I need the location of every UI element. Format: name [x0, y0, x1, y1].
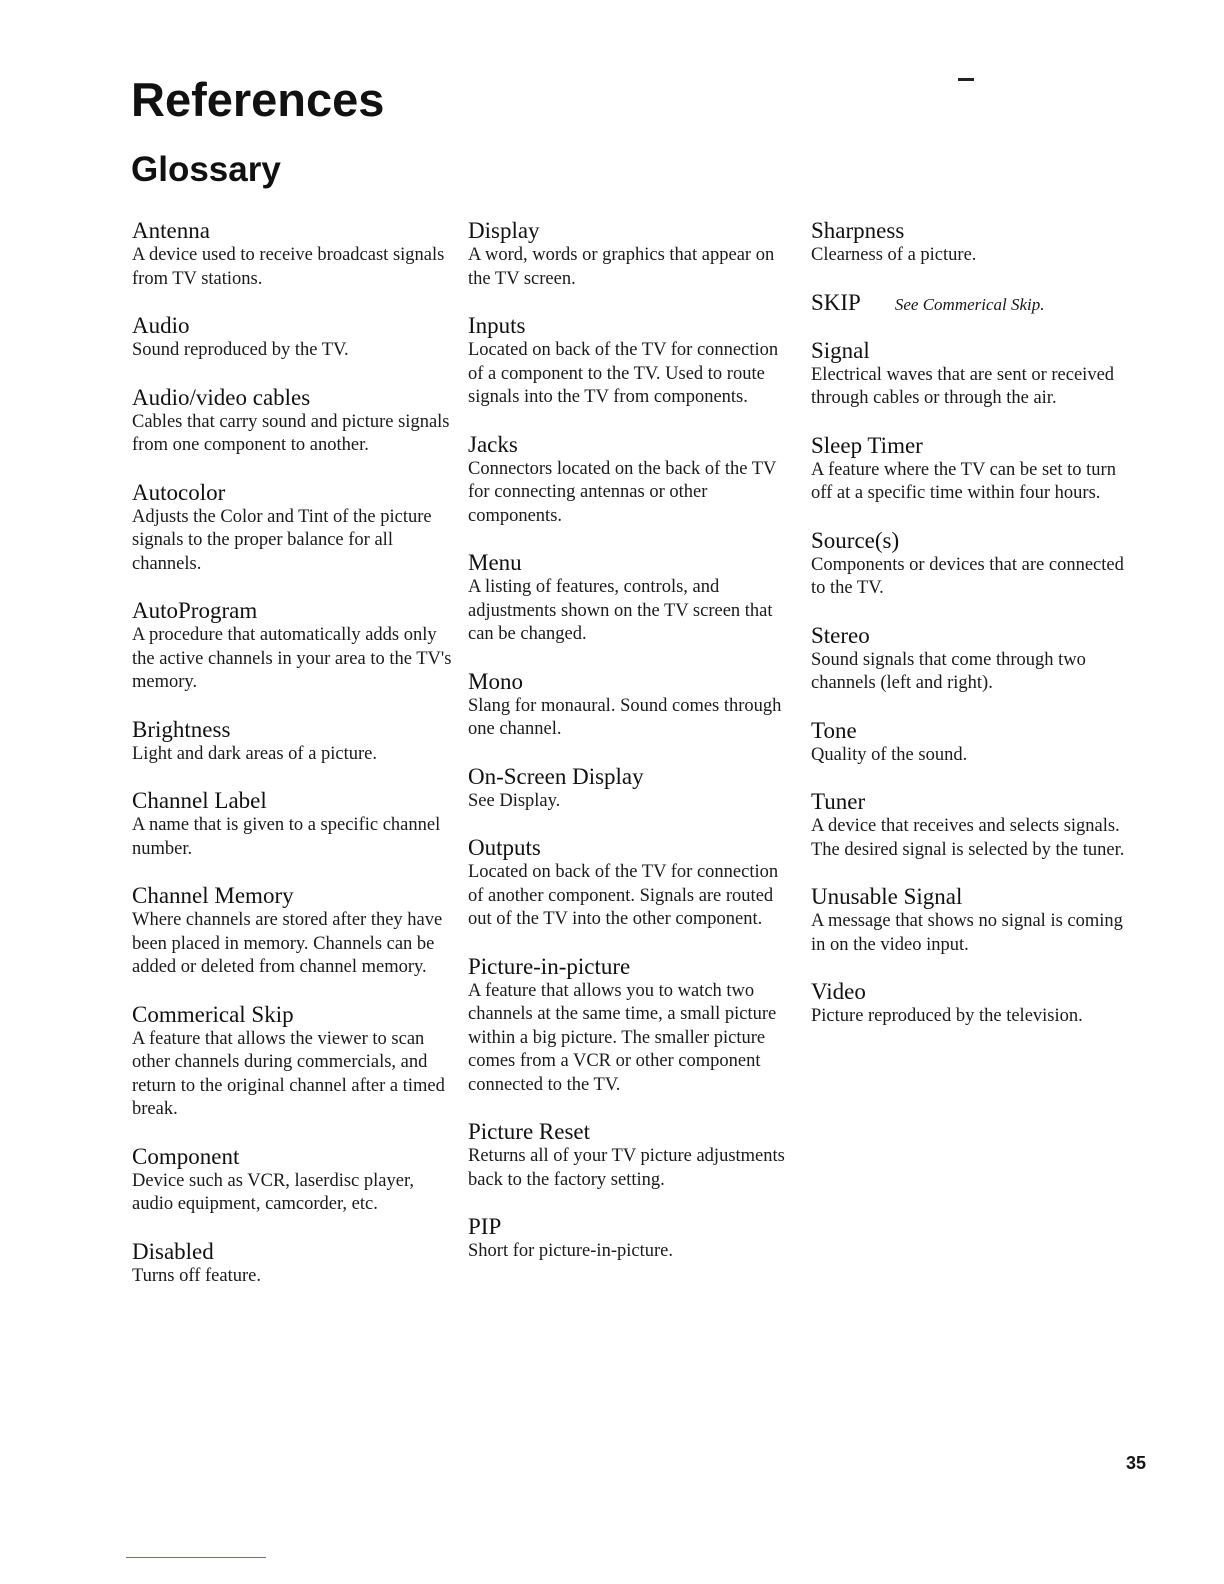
glossary-term: Commerical Skip	[132, 1001, 294, 1027]
glossary-entry	[468, 835, 788, 932]
glossary-entry	[811, 218, 1141, 268]
glossary-definition: Cables that carry sound and picture signals from one component to another.	[132, 411, 450, 455]
glossary-definition: A feature that allows the viewer to scan other channels during commercials, and return to the original channel after a timed break.	[132, 1028, 445, 1119]
glossary-definition: Device such as VCR, laserdisc player, audio equipment, camcorder, etc.	[132, 1170, 414, 1214]
glossary-term: PIP	[468, 1214, 502, 1239]
glossary-term: AutoProgram	[132, 598, 258, 623]
glossary-term: Inputs	[468, 313, 526, 338]
glossary-term: Video	[811, 979, 866, 1004]
glossary-entry	[811, 623, 1141, 696]
glossary-entry	[468, 432, 788, 529]
glossary-entry	[132, 1002, 452, 1122]
glossary-entry	[811, 433, 1141, 506]
glossary-entry	[468, 1119, 788, 1192]
glossary-term: Signal	[811, 337, 870, 363]
glossary-entry	[132, 598, 452, 695]
glossary-definition: A feature that allows you to watch two channels at the same time, a small picture within a big picture. The smaller picture comes from a VCR or other component connected to the TV.	[468, 980, 777, 1095]
glossary-term: Component	[132, 1143, 240, 1169]
glossary-definition: Turns off feature.	[132, 1265, 261, 1286]
glossary-definition: A device that receives and selects signals. The desired signal is selected by the tuner.	[811, 816, 1125, 860]
glossary-definition: A feature where the TV can be set to turn off at a specific time within four hours.	[811, 459, 1116, 503]
glossary-entry	[811, 789, 1141, 862]
glossary-term: Sleep Timer	[811, 432, 923, 458]
glossary-column-1	[132, 218, 452, 1310]
glossary-term: Stereo	[811, 622, 870, 648]
glossary-definition: A device used to receive broadcast signals from TV stations.	[132, 245, 445, 289]
glossary-term: Outputs	[468, 835, 541, 860]
glossary-term: Audio/video cables	[132, 384, 311, 410]
glossary-definition: Components or devices that are connected to the TV.	[811, 554, 1124, 598]
glossary-definition: A listing of features, controls, and adjustments shown on the TV screen that can be changed.	[468, 577, 773, 644]
glossary-entry	[811, 979, 1141, 1029]
glossary-definition: Located on back of the TV for connection of a component to the TV. Used to route signals into the TV from components.	[468, 340, 779, 407]
glossary-entry	[811, 884, 1141, 957]
glossary-entry	[132, 883, 452, 980]
glossary-term: Menu	[468, 550, 522, 575]
footer-rule	[126, 1557, 266, 1558]
glossary-term: On-Screen Display	[468, 763, 644, 789]
glossary-term: Tone	[811, 717, 857, 743]
scan-mark	[958, 78, 974, 81]
glossary-term: Jacks	[468, 431, 518, 457]
glossary-term: Antenna	[132, 218, 210, 243]
glossary-definition: Returns all of your TV picture adjustments back to the factory setting.	[468, 1146, 785, 1190]
glossary-term: Display	[468, 218, 540, 243]
glossary-definition: Where channels are stored after they have been placed in memory. Channels can be added or deleted from channel memory.	[132, 910, 443, 977]
glossary-term: Picture-in-picture	[468, 953, 631, 979]
glossary-entry	[468, 550, 788, 647]
glossary-term: Autocolor	[132, 479, 226, 505]
glossary-term: Mono	[468, 668, 523, 694]
glossary-entry	[468, 764, 788, 814]
glossary-term: Picture Reset	[468, 1119, 590, 1144]
glossary-term: Sharpness	[811, 218, 905, 243]
glossary-entry	[811, 338, 1141, 411]
glossary-definition: Located on back of the TV for connection of another component. Signals are routed out of the TV into the other component.	[468, 862, 779, 929]
glossary-entry	[468, 313, 788, 410]
glossary-definition: A word, words or graphics that appear on the TV screen.	[468, 245, 775, 289]
glossary-definition: A procedure that automatically adds only the active channels in your area to the TV's memory.	[132, 625, 452, 692]
glossary-term: Unusable Signal	[811, 884, 963, 909]
glossary-definition: Slang for monaural. Sound comes through one channel.	[468, 695, 782, 739]
glossary-definition: Light and dark areas of a picture.	[132, 743, 378, 764]
glossary-definition: Connectors located on the back of the TV for connecting antennas or other components.	[468, 458, 777, 526]
glossary-entry	[132, 1144, 452, 1217]
glossary-definition: Sound signals that come through two channels (left and right).	[811, 649, 1086, 693]
glossary-definition: See Display.	[468, 790, 561, 811]
glossary-term: Channel Label	[132, 788, 267, 813]
glossary-entry	[132, 313, 452, 363]
glossary-definition: Quality of the sound.	[811, 744, 968, 765]
glossary-definition: A message that shows no signal is coming in on the video input.	[811, 911, 1123, 955]
glossary-entry	[132, 1239, 452, 1289]
glossary-entry	[811, 718, 1141, 768]
glossary-entry	[811, 528, 1141, 601]
glossary-term: Disabled	[132, 1238, 214, 1264]
glossary-term: Audio	[132, 313, 190, 338]
glossary-entry	[468, 218, 788, 291]
glossary-entry	[132, 717, 452, 767]
glossary-definition: Short for picture-in-picture.	[468, 1241, 673, 1261]
page-title: References	[131, 73, 385, 126]
glossary-definition: Adjusts the Color and Tint of the picture signals to the proper balance for all channels.	[132, 506, 432, 574]
glossary-entry	[468, 669, 788, 742]
section-title: Glossary	[131, 150, 281, 189]
glossary-term: Source(s)	[811, 527, 900, 553]
glossary-term: Channel Memory	[132, 883, 294, 908]
glossary-definition: Electrical waves that are sent or received through cables or through the air.	[811, 364, 1115, 408]
glossary-entry	[132, 385, 452, 458]
glossary-definition: Clearness of a picture.	[811, 245, 977, 265]
glossary-entry	[132, 218, 452, 291]
glossary-entry	[468, 1214, 788, 1264]
glossary-definition: A name that is given to a specific channel number.	[132, 815, 441, 859]
glossary-entry	[811, 290, 1141, 316]
glossary-definition: Sound reproduced by the TV.	[132, 340, 349, 360]
glossary-term: SKIP	[811, 289, 861, 315]
glossary-term: Brightness	[132, 716, 231, 742]
glossary-entry	[468, 954, 788, 1098]
glossary-column-2	[468, 218, 788, 1286]
glossary-definition: Picture reproduced by the television.	[811, 1006, 1083, 1026]
cross-reference: See Commerical Skip.	[894, 294, 1045, 314]
glossary-term: Tuner	[811, 789, 866, 814]
glossary-column-3	[811, 218, 1141, 1051]
glossary-entry	[132, 788, 452, 861]
glossary-entry	[132, 480, 452, 577]
page-number: 35	[1126, 1453, 1147, 1473]
